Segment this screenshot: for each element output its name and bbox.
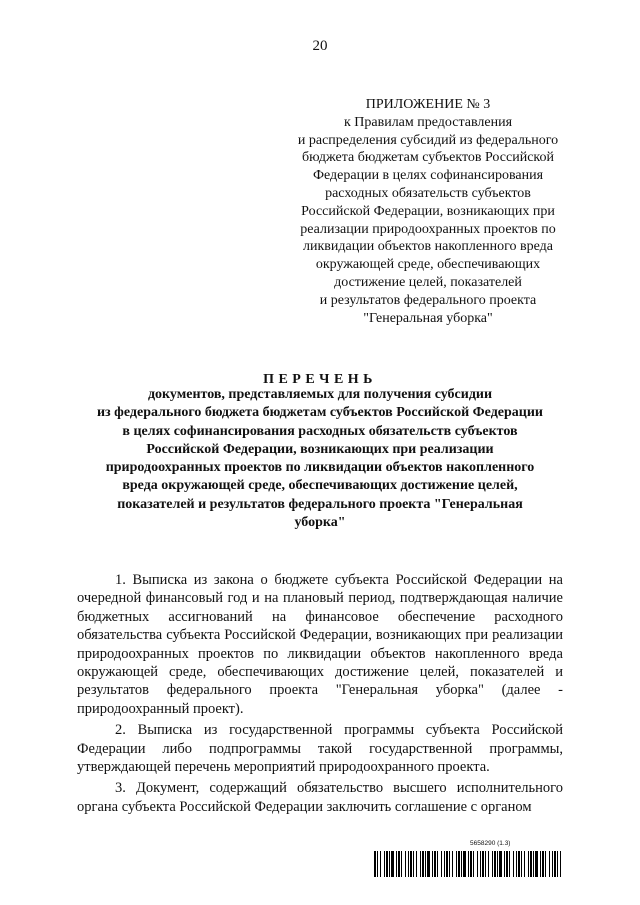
document-title: ПЕРЕЧЕНЬ xyxy=(263,372,377,387)
paragraph-2: 2. Выписка из государственной программы субъекта Российской Федерации либо подпрограммы такой государственной программы, утверждающей перечень мероприятий природоохранного проекта. xyxy=(77,722,563,776)
appendix-line: расходных обязательств субъектов xyxy=(325,185,531,201)
document-body xyxy=(77,571,563,819)
subtitle-line: природоохранных проектов по ликвидации объектов накопленного xyxy=(105,460,535,476)
appendix-line: Федерации в целях софинансирования xyxy=(312,168,544,184)
appendix-line: реализации природоохранных проектов по xyxy=(300,221,556,237)
paragraph-3: 3. Документ, содержащий обязательство высшего исполнительного органа субъекта Российской Федерации заключить соглашение с органом xyxy=(77,780,563,815)
document-subtitle xyxy=(40,386,600,532)
subtitle-line: уборка" xyxy=(294,515,346,531)
subtitle-line: в целях софинансирования расходных обязательств субъектов xyxy=(122,423,518,439)
appendix-line: "Генеральная уборка" xyxy=(363,310,493,326)
appendix-line: ПРИЛОЖЕНИЕ № 3 xyxy=(365,97,491,112)
appendix-line: Российской Федерации, возникающих при xyxy=(301,203,555,219)
appendix-header xyxy=(268,96,588,327)
appendix-line: к Правилам предоставления xyxy=(343,114,513,130)
appendix-line: окружающей среде, обеспечивающих xyxy=(315,257,541,273)
appendix-line: бюджета бюджетам субъектов Российской xyxy=(302,150,554,166)
appendix-line: достижение целей, показателей xyxy=(334,274,522,290)
subtitle-line: Российской Федерации, возникающих при реализации xyxy=(146,441,494,457)
subtitle-line: вреда окружающей среде, обеспечивающих достижение целей, xyxy=(122,478,518,494)
barcode-id: 5658290 (1.3) xyxy=(470,840,511,847)
appendix-line: и результатов федерального проекта xyxy=(319,292,537,308)
barcode xyxy=(374,851,564,877)
paragraph-1: 1. Выписка из закона о бюджете субъекта Российской Федерации на очередной финансовый год и на плановый период, подтверждающая наличие бюджетных ассигнований на финансовое обеспечение расходного обязательства субъекта Российской Федерации, возникающих при реализации природоохранных проектов по ликвидации объектов накопленного вреда окружающей среде, обеспечивающих достижение целей, показателей и результатов федерального проекта "Генеральная уборка" (далее - природоохранный проект). xyxy=(77,572,563,717)
subtitle-line: из федерального бюджета бюджетам субъектов Российской Федерации xyxy=(96,405,543,421)
appendix-line: и распределения субсидий из федерального xyxy=(297,132,559,148)
appendix-line: ликвидации объектов накопленного вреда xyxy=(303,239,553,255)
page-number: 20 xyxy=(312,38,328,54)
subtitle-line: документов, представляемых для получения субсидии xyxy=(147,387,493,402)
subtitle-line: показателей и результатов федерального проекта "Генеральная xyxy=(117,496,523,512)
